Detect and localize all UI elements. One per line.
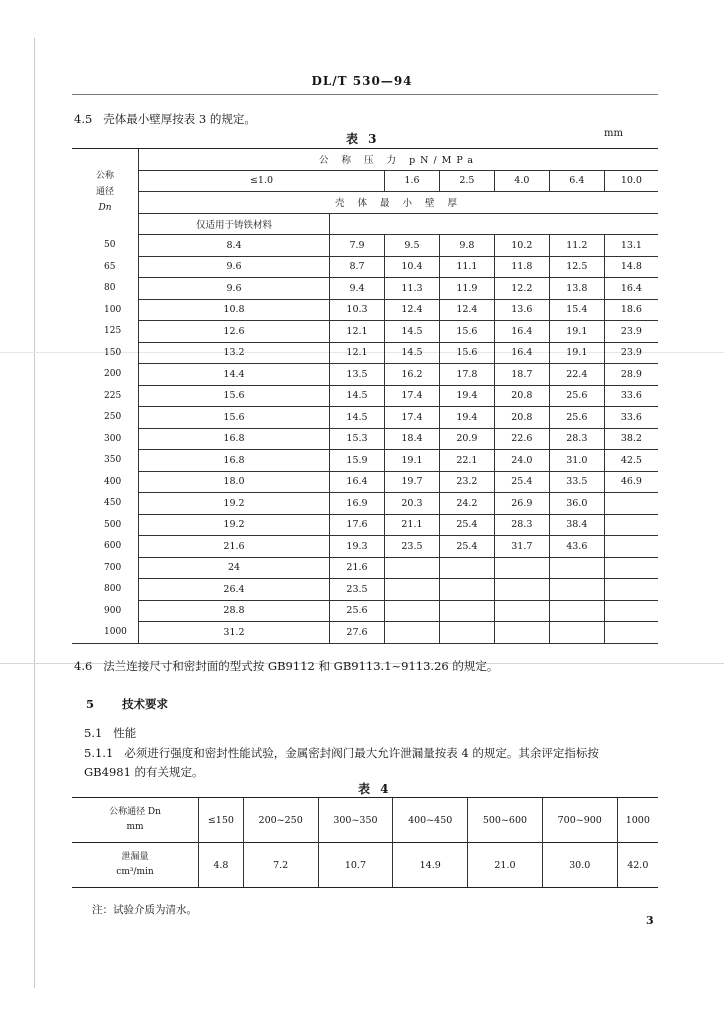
thickness-cell: 12.4 xyxy=(384,299,439,321)
thickness-cell xyxy=(494,579,549,601)
thickness-cell xyxy=(384,557,439,579)
thickness-cell: 12.5 xyxy=(549,256,604,278)
thickness-cell xyxy=(549,579,604,601)
dn-cell: 125 xyxy=(104,326,122,337)
dn-cell: 65 xyxy=(104,261,116,272)
thickness-cell: 20.8 xyxy=(494,407,549,429)
section-5-1-1-line2: GB4981 的有关规定。 xyxy=(84,765,204,779)
thickness-cell: 22.1 xyxy=(439,450,494,472)
thickness-cell: 31.0 xyxy=(549,450,604,472)
leakage-cell: 30.0 xyxy=(542,843,617,888)
thickness-cell xyxy=(494,622,549,644)
table-row xyxy=(72,536,658,558)
dn-cell: 250 xyxy=(104,412,122,423)
dn-cell: 200 xyxy=(104,369,122,380)
thickness-cell: 7.9 xyxy=(330,235,385,257)
dn-cell: 450 xyxy=(104,498,122,509)
section-text: 法兰连接尺寸和密封面的型式按 GB9112 和 GB9113.1~9113.26 的规定。 xyxy=(103,659,499,673)
section-number: 4.5 xyxy=(74,112,93,126)
thickness-cell: 26.9 xyxy=(494,493,549,515)
thickness-cell: 33.5 xyxy=(549,471,604,493)
table-row xyxy=(72,600,658,622)
thickness-cell: 16.4 xyxy=(330,471,385,493)
thickness-cell: 19.1 xyxy=(549,321,604,343)
thickness-cell xyxy=(604,514,658,536)
thickness-cell: 27.6 xyxy=(330,622,385,644)
thickness-cell: 13.5 xyxy=(330,364,385,386)
thickness-cell xyxy=(494,600,549,622)
cast-iron-cell: 10.8 xyxy=(139,299,330,321)
thickness-cell: 15.6 xyxy=(439,321,494,343)
thickness-cell: 15.6 xyxy=(439,342,494,364)
thickness-cell: 14.5 xyxy=(330,407,385,429)
pressure-value: 1.6 xyxy=(384,170,439,192)
dn-cell: 150 xyxy=(104,347,122,358)
thickness-cell: 21.6 xyxy=(330,557,385,579)
table-4 xyxy=(72,797,658,888)
thickness-cell: 25.4 xyxy=(439,514,494,536)
label-line: mm xyxy=(126,822,144,832)
cast-iron-cell: 9.6 xyxy=(139,278,330,300)
table-row xyxy=(72,622,658,644)
pressure-value: 10.0 xyxy=(604,170,658,192)
pressure-value: 6.4 xyxy=(549,170,604,192)
thickness-cell xyxy=(439,622,494,644)
thickness-cell: 18.4 xyxy=(384,428,439,450)
leakage-cell: 10.7 xyxy=(318,843,393,888)
size-cell: 300~350 xyxy=(318,798,393,843)
cast-iron-cell: 12.6 xyxy=(139,321,330,343)
cast-iron-cell: 28.8 xyxy=(139,600,330,622)
table-row xyxy=(72,278,658,300)
thickness-cell: 16.4 xyxy=(494,342,549,364)
thickness-cell xyxy=(439,579,494,601)
table-3 xyxy=(72,148,658,644)
thickness-cell: 17.6 xyxy=(330,514,385,536)
thickness-cell: 10.2 xyxy=(494,235,549,257)
thickness-cell xyxy=(549,557,604,579)
dn-cell: 80 xyxy=(104,283,116,294)
cast-iron-cell: 13.2 xyxy=(139,342,330,364)
thickness-cell xyxy=(439,557,494,579)
thickness-cell: 9.5 xyxy=(384,235,439,257)
thickness-cell: 33.6 xyxy=(604,385,658,407)
cast-iron-cell: 21.6 xyxy=(139,536,330,558)
page-number: 3 xyxy=(646,914,654,927)
thickness-cell: 17.4 xyxy=(384,407,439,429)
thickness-cell: 13.1 xyxy=(604,235,658,257)
thickness-cell: 9.4 xyxy=(330,278,385,300)
wall-thickness-header: 壳 体 最 小 壁 厚 xyxy=(139,192,659,214)
standard-code-header: DL/T 530—94 xyxy=(311,74,413,88)
size-cell: 500~600 xyxy=(468,798,543,843)
table-row xyxy=(72,235,658,257)
thickness-cell: 12.1 xyxy=(330,342,385,364)
row-label-line: 公称 xyxy=(95,170,114,181)
thickness-cell xyxy=(549,600,604,622)
table-row xyxy=(72,256,658,278)
thickness-cell xyxy=(439,600,494,622)
section-number: 5.1 xyxy=(84,726,103,740)
cast-iron-cell: 9.6 xyxy=(139,256,330,278)
leakage-cell: 7.2 xyxy=(243,843,318,888)
cast-iron-cell: 26.4 xyxy=(139,579,330,601)
thickness-cell: 11.9 xyxy=(439,278,494,300)
pressure-value: ≤1.0 xyxy=(139,170,385,192)
thickness-cell: 21.1 xyxy=(384,514,439,536)
thickness-cell: 13.6 xyxy=(494,299,549,321)
row-label-dn xyxy=(72,149,139,235)
section-5-1 xyxy=(84,725,136,741)
cast-iron-cell: 19.2 xyxy=(139,514,330,536)
thickness-cell: 46.9 xyxy=(604,471,658,493)
thickness-cell: 12.2 xyxy=(494,278,549,300)
table-3-title: 表 3 xyxy=(346,132,380,146)
size-row-label xyxy=(72,798,199,843)
thickness-cell: 15.4 xyxy=(549,299,604,321)
thickness-cell: 17.4 xyxy=(384,385,439,407)
dn-cell: 300 xyxy=(104,433,122,444)
thickness-cell: 8.7 xyxy=(330,256,385,278)
thickness-cell: 14.5 xyxy=(330,385,385,407)
thickness-cell: 19.1 xyxy=(549,342,604,364)
cast-iron-cell: 31.2 xyxy=(139,622,330,644)
thickness-cell: 11.3 xyxy=(384,278,439,300)
cast-iron-note: 仅适用于铸铁材料 xyxy=(139,213,330,235)
dn-cell: 900 xyxy=(104,605,122,616)
size-cell: 1000 xyxy=(617,798,658,843)
pressure-row xyxy=(72,170,658,192)
table-row xyxy=(72,407,658,429)
thickness-cell: 19.7 xyxy=(384,471,439,493)
cast-iron-cell: 15.6 xyxy=(139,385,330,407)
table-row xyxy=(72,493,658,515)
cast-iron-cell: 16.8 xyxy=(139,450,330,472)
thickness-cell xyxy=(604,557,658,579)
cast-iron-cell: 24 xyxy=(139,557,330,579)
dn-cell: 800 xyxy=(104,584,122,595)
leakage-row-label xyxy=(72,843,199,888)
section-number: 5 xyxy=(86,697,95,711)
thickness-cell: 11.8 xyxy=(494,256,549,278)
table-4-title: 表 4 xyxy=(358,782,392,796)
size-cell: 400~450 xyxy=(393,798,468,843)
thickness-cell xyxy=(604,622,658,644)
section-4-5 xyxy=(74,111,256,127)
table-row xyxy=(72,579,658,601)
section-5 xyxy=(86,696,168,712)
table-row xyxy=(72,471,658,493)
leakage-cell: 14.9 xyxy=(393,843,468,888)
dn-cell: 1000 xyxy=(72,622,139,644)
thickness-cell: 15.3 xyxy=(330,428,385,450)
thickness-cell xyxy=(494,557,549,579)
empty-cell xyxy=(330,213,658,235)
cast-iron-cell: 19.2 xyxy=(139,493,330,515)
thickness-cell: 10.3 xyxy=(330,299,385,321)
thickness-cell xyxy=(384,622,439,644)
thickness-cell xyxy=(604,536,658,558)
table-row xyxy=(72,514,658,536)
thickness-cell xyxy=(604,579,658,601)
thickness-cell: 16.2 xyxy=(384,364,439,386)
dn-cell: 225 xyxy=(104,390,122,401)
size-cell: 700~900 xyxy=(542,798,617,843)
table-4-size-row xyxy=(72,798,658,843)
size-cell: ≤150 xyxy=(199,798,244,843)
thickness-cell: 25.6 xyxy=(549,407,604,429)
thickness-cell: 36.0 xyxy=(549,493,604,515)
thickness-cell xyxy=(549,622,604,644)
table-3-unit: mm xyxy=(604,128,623,139)
thickness-cell: 23.2 xyxy=(439,471,494,493)
cast-iron-cell: 14.4 xyxy=(139,364,330,386)
table-row xyxy=(72,321,658,343)
thickness-cell: 28.9 xyxy=(604,364,658,386)
thickness-cell: 23.9 xyxy=(604,321,658,343)
table-row xyxy=(72,450,658,472)
label-line: 泄漏量 xyxy=(121,852,149,862)
thickness-cell: 11.1 xyxy=(439,256,494,278)
table-row xyxy=(72,342,658,364)
thickness-cell: 20.9 xyxy=(439,428,494,450)
thickness-cell xyxy=(384,600,439,622)
dn-cell: 50 xyxy=(104,240,116,251)
dn-cell: 700 xyxy=(104,562,122,573)
thickness-cell: 23.5 xyxy=(384,536,439,558)
label-line: 公称通径 Dn xyxy=(109,807,161,817)
pressure-value: 4.0 xyxy=(494,170,549,192)
thickness-cell xyxy=(604,493,658,515)
thickness-cell: 23.5 xyxy=(330,579,385,601)
thickness-cell: 23.9 xyxy=(604,342,658,364)
thickness-cell: 19.4 xyxy=(439,407,494,429)
cast-iron-cell: 16.8 xyxy=(139,428,330,450)
section-4-6 xyxy=(74,658,498,674)
table-row xyxy=(72,364,658,386)
thickness-cell: 25.4 xyxy=(494,471,549,493)
dn-cell: 400 xyxy=(104,476,122,487)
thickness-cell: 24.2 xyxy=(439,493,494,515)
section-text: 必须进行强度和密封性能试验，金属密封阀门最大允许泄漏量按表 4 的规定。其余评定指标按 xyxy=(124,746,599,760)
thickness-cell: 20.3 xyxy=(384,493,439,515)
thickness-cell: 22.6 xyxy=(494,428,549,450)
thickness-cell: 12.4 xyxy=(439,299,494,321)
thickness-cell: 9.8 xyxy=(439,235,494,257)
thickness-cell: 17.8 xyxy=(439,364,494,386)
thickness-cell: 13.8 xyxy=(549,278,604,300)
leakage-cell: 21.0 xyxy=(468,843,543,888)
thickness-cell: 20.8 xyxy=(494,385,549,407)
thickness-cell: 24.0 xyxy=(494,450,549,472)
section-text: 壳体最小壁厚按表 3 的规定。 xyxy=(103,112,256,126)
table-row xyxy=(72,428,658,450)
thickness-cell: 16.4 xyxy=(604,278,658,300)
row-label-line: Dn xyxy=(98,202,112,213)
thickness-cell: 12.1 xyxy=(330,321,385,343)
thickness-cell xyxy=(604,600,658,622)
section-text: 技术要求 xyxy=(122,697,169,711)
thickness-cell: 14.8 xyxy=(604,256,658,278)
dn-cell: 500 xyxy=(104,519,122,530)
dn-cell: 350 xyxy=(104,455,122,466)
thickness-cell: 25.4 xyxy=(439,536,494,558)
thickness-cell: 38.2 xyxy=(604,428,658,450)
thickness-cell: 25.6 xyxy=(330,600,385,622)
row-label-line: 通径 xyxy=(95,186,114,197)
thickness-cell: 14.5 xyxy=(384,342,439,364)
cast-iron-cell: 15.6 xyxy=(139,407,330,429)
dn-cell: 600 xyxy=(104,541,122,552)
thickness-cell: 25.6 xyxy=(549,385,604,407)
thickness-cell: 11.2 xyxy=(549,235,604,257)
table-row xyxy=(72,385,658,407)
thickness-cell: 10.4 xyxy=(384,256,439,278)
thickness-cell: 19.3 xyxy=(330,536,385,558)
scan-edge-line xyxy=(34,38,35,988)
header-rule xyxy=(72,94,658,95)
thickness-cell: 18.7 xyxy=(494,364,549,386)
thickness-cell: 43.6 xyxy=(549,536,604,558)
table-4-note: 注：试验介质为清水。 xyxy=(92,904,197,916)
cast-iron-cell: 8.4 xyxy=(139,235,330,257)
thickness-cell: 33.6 xyxy=(604,407,658,429)
size-cell: 200~250 xyxy=(243,798,318,843)
section-5-1-1-line1 xyxy=(84,745,599,761)
label-line: cm³/min xyxy=(116,867,154,877)
thickness-cell: 15.9 xyxy=(330,450,385,472)
thickness-cell: 16.4 xyxy=(494,321,549,343)
thickness-cell: 31.7 xyxy=(494,536,549,558)
pressure-value: 2.5 xyxy=(439,170,494,192)
leakage-cell: 42.0 xyxy=(617,843,658,888)
thickness-cell: 42.5 xyxy=(604,450,658,472)
thickness-cell: 19.4 xyxy=(439,385,494,407)
thickness-cell: 22.4 xyxy=(549,364,604,386)
cast-iron-cell: 18.0 xyxy=(139,471,330,493)
thickness-cell: 28.3 xyxy=(494,514,549,536)
thickness-cell: 19.1 xyxy=(384,450,439,472)
thickness-cell: 38.4 xyxy=(549,514,604,536)
table-4-leakage-row xyxy=(72,843,658,888)
section-text: 性能 xyxy=(113,726,137,740)
leakage-cell: 4.8 xyxy=(199,843,244,888)
thickness-cell xyxy=(384,579,439,601)
thickness-cell: 14.5 xyxy=(384,321,439,343)
table-row xyxy=(72,299,658,321)
thickness-cell: 18.6 xyxy=(604,299,658,321)
section-number: 5.1.1 xyxy=(84,746,114,760)
table-row xyxy=(72,557,658,579)
thickness-cell: 28.3 xyxy=(549,428,604,450)
pressure-header: 公 称 压 力 pN/MPa xyxy=(139,149,659,171)
section-number: 4.6 xyxy=(74,659,93,673)
thickness-cell: 16.9 xyxy=(330,493,385,515)
dn-cell: 100 xyxy=(104,304,122,315)
